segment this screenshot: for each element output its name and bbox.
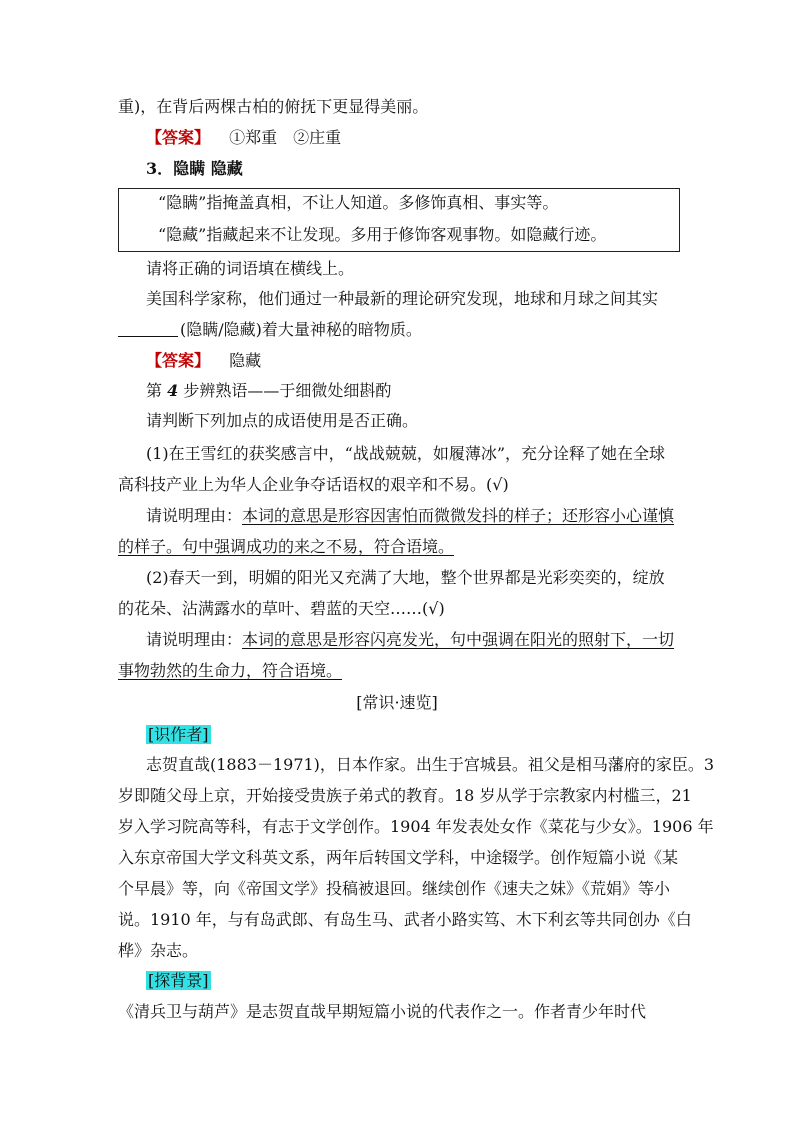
definition-line: “隐藏”指藏起来不让发现。多用于修饰客观事物。如隐藏行迹。: [158, 225, 607, 244]
author-paragraph-line: 桦》杂志。: [118, 941, 199, 960]
step-heading: [146, 380, 391, 402]
section-title: [常识·速览]: [356, 693, 438, 712]
answer-text: 隐藏: [229, 351, 262, 370]
answer-text: ①郑重 ②庄重: [229, 128, 342, 147]
reason-text: 本词的意思是形容闪亮发光，句中强调在阳光的照射下，一切: [242, 630, 675, 649]
question-sentence: [118, 319, 422, 341]
fill-blank: [118, 320, 178, 337]
reason-text: 的样子。句中强调成功的来之不易，符合语境。: [118, 537, 455, 556]
item-text: 的花朵、沾满露水的草叶、碧蓝的天空……(√): [118, 599, 445, 618]
instruction-text: 请将正确的词语填在横线上。: [146, 259, 355, 278]
answer-tag: 【答案】: [146, 128, 211, 147]
step-heading-title: 步辨熟语——于细微处细斟酌: [178, 381, 392, 400]
reason-text: 本词的意思是形容因害怕而微微发抖的样子；还形容小心谨慎: [242, 506, 675, 525]
reason-text: 事物勃然的生命力，符合语境。: [118, 661, 343, 680]
subsection-tag: [146, 970, 211, 992]
reason-line: [146, 629, 674, 651]
question-heading: 3．隐瞒 隐藏: [146, 159, 243, 178]
author-paragraph-line: 个早晨》等，向《帝国文学》投稿被退回。继续创作《速夫之妹》《荒娟》等小: [118, 879, 671, 898]
author-paragraph-line: 入东京帝国大学文科英文系，两年后转国文学科，中途辍学。创作短篇小说《某: [118, 848, 679, 867]
author-paragraph-line: 岁即随父母上京，开始接受贵族子弟式的教育。18 岁从学于宗教家内村槛三，21: [118, 786, 692, 805]
reason-line: [146, 505, 674, 527]
question-sentence-rest: (隐瞒/隐藏)着大量神秘的暗物质。: [180, 320, 422, 339]
step-heading-prefix: 第: [146, 381, 168, 400]
item-text: (1)在王雪红的获奖感言中，“战战兢兢，如履薄冰”，充分诠释了她在全球: [146, 444, 666, 463]
question-sentence: 美国科学家称，他们通过一种最新的理论研究发现，地球和月球之间其实: [146, 289, 659, 308]
author-paragraph-line: 岁入学习院高等科，有志于文学创作。1904 年发表处女作《菜花与少女》。1906 年: [118, 817, 714, 836]
background-tag: [探背景]: [148, 971, 209, 990]
step-number: 4: [167, 381, 179, 400]
author-paragraph-line: 志贺直哉(1883－1971)，日本作家。出生于宫城县。祖父是相马藩府的家臣。3: [146, 755, 715, 774]
answer-tag: 【答案】: [146, 351, 211, 370]
background-paragraph-line: 《清兵卫与葫芦》是志贺直哉早期短篇小说的代表作之一。作者青少年时代: [118, 1002, 647, 1021]
reason-label: 请说明理由：: [146, 506, 243, 525]
author-paragraph-line: 说。1910 年，与有岛武郎、有岛生马、武者小路实笃、木下利玄等共同创办《白: [118, 910, 692, 929]
author-tag: [识作者]: [148, 725, 209, 744]
item-text: 高科技产业上为华人企业争夺话语权的艰辛和不易。(√): [118, 475, 509, 494]
definition-line: “隐瞒”指掩盖真相，不让人知道。多修饰真相、事实等。: [158, 193, 559, 212]
subsection-tag: [146, 724, 211, 746]
instruction-text: 请判断下列加点的成语使用是否正确。: [146, 411, 419, 430]
reason-label: 请说明理由：: [146, 630, 243, 649]
item-text: (2)春天一到，明媚的阳光又充满了大地，整个世界都是光彩奕奕的，绽放: [146, 568, 665, 587]
answer-line: [146, 127, 341, 149]
text-line: 重)，在背后两棵古柏的俯抚下更显得美丽。: [118, 97, 429, 116]
answer-line: [146, 350, 261, 372]
